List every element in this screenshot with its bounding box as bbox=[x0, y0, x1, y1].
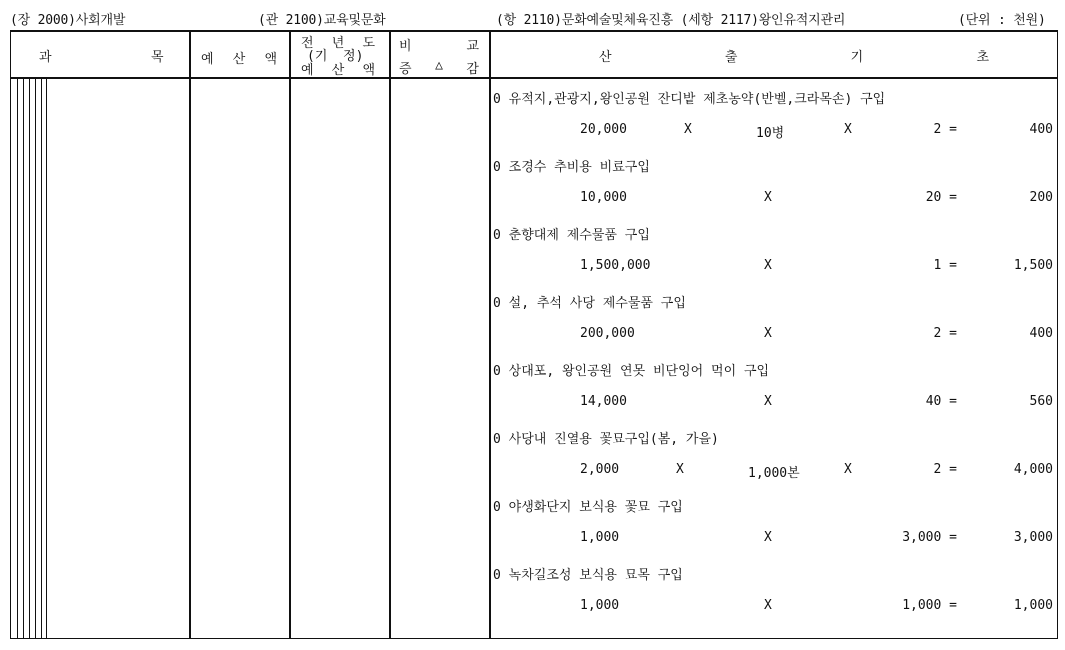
item-unit-price: 10,000 bbox=[580, 190, 627, 205]
item-description: 0 춘향대제 제수물품 구입 bbox=[493, 228, 650, 243]
col-compare-char: △ bbox=[435, 58, 443, 73]
col-divider-4 bbox=[489, 32, 491, 638]
item-description: 0 유적지,관광지,왕인공원 잔디밭 제초농약(반벨,크라목손) 구입 bbox=[493, 92, 886, 107]
item-unit-price: 14,000 bbox=[580, 394, 627, 409]
col-budget-char: 예 bbox=[201, 52, 214, 67]
col-compare-bottom bbox=[399, 58, 479, 77]
item-quantity: X bbox=[764, 598, 772, 613]
col-basis-char: 산 bbox=[599, 50, 612, 65]
col-budget-char: 산 bbox=[232, 52, 246, 67]
col-basis-char: 기 bbox=[850, 50, 864, 65]
item-quantity: 1,000본 bbox=[748, 466, 800, 481]
header-unit: (단위 : 천원) bbox=[958, 13, 1046, 28]
subject-subline-6 bbox=[46, 78, 47, 638]
col-prev-char: 년 bbox=[331, 36, 345, 51]
budget-table bbox=[10, 30, 1058, 639]
col-prev-char: 산 bbox=[331, 63, 345, 78]
col-budget-char: 액 bbox=[264, 52, 277, 67]
item-total: 1,000 bbox=[1013, 598, 1053, 613]
item-description: 0 녹차길조성 보식용 묘목 구입 bbox=[493, 568, 683, 583]
header-divider bbox=[11, 77, 1057, 79]
col-prev-char: 액 bbox=[362, 63, 375, 78]
item-total: 3,000 bbox=[1013, 530, 1053, 545]
col-prev-line2: (기 정) bbox=[307, 49, 364, 64]
item-unit-price: 20,000 bbox=[580, 122, 627, 137]
header-hang: (항 2110)문화예술및체육진흥 (세항 2117)왕인유적지관리 bbox=[496, 13, 846, 28]
col-basis-char: 출 bbox=[724, 50, 738, 65]
item-unit-price: 1,000 bbox=[580, 530, 620, 545]
item-total: 560 bbox=[1029, 394, 1053, 409]
item-unit-price: 1,500,000 bbox=[580, 258, 651, 273]
item-description: 0 상대포, 왕인공원 연못 비단잉어 먹이 구입 bbox=[493, 364, 770, 379]
header-jang: (장 2000)사회개발 bbox=[10, 13, 126, 28]
col-divider-1 bbox=[189, 32, 191, 638]
item-total: 400 bbox=[1029, 326, 1053, 341]
col-basis bbox=[599, 46, 989, 65]
item-quantity: 10병 bbox=[756, 126, 785, 141]
item-total: 4,000 bbox=[1013, 462, 1053, 477]
item-quantity: X bbox=[764, 326, 772, 341]
col-basis-char: 초 bbox=[976, 50, 989, 65]
item-unit-price: 2,000 bbox=[580, 462, 620, 477]
item-total: 200 bbox=[1029, 190, 1053, 205]
col-prev-line3 bbox=[301, 59, 375, 78]
header-gwan: (관 2100)교육및문화 bbox=[258, 13, 386, 28]
item-unit-price: 200,000 bbox=[580, 326, 635, 341]
item-unit-price: 1,000 bbox=[580, 598, 620, 613]
item-multiplier: 20 = bbox=[925, 190, 957, 205]
item-description: 0 사당내 진열용 꽃묘구입(봄, 가을) bbox=[493, 432, 719, 447]
item-multiplier: 1 = bbox=[933, 258, 957, 273]
item-multiply-sign: X bbox=[844, 122, 852, 137]
col-compare-char: 교 bbox=[466, 39, 479, 54]
item-multiplier: 1,000 = bbox=[902, 598, 957, 613]
col-divider-3 bbox=[389, 32, 391, 638]
col-compare-char: 비 bbox=[399, 39, 412, 54]
item-multiplier: 2 = bbox=[933, 326, 957, 341]
item-multiplier: 2 = bbox=[933, 122, 957, 137]
subject-subline-4 bbox=[35, 78, 36, 638]
item-quantity: X bbox=[764, 530, 772, 545]
subject-subline-3 bbox=[29, 78, 30, 638]
item-multiplier: 40 = bbox=[925, 394, 957, 409]
col-compare-char: 증 bbox=[399, 62, 412, 77]
item-multiplier: 2 = bbox=[933, 462, 957, 477]
subject-subline-1 bbox=[17, 78, 18, 638]
item-description: 0 야생화단지 보식용 꽃묘 구입 bbox=[493, 500, 683, 515]
item-description: 0 조경수 추비용 비료구입 bbox=[493, 160, 650, 175]
item-multiply-sign: X bbox=[684, 122, 692, 137]
col-prev-char: 전 bbox=[301, 36, 314, 51]
subject-subline-2 bbox=[23, 78, 24, 638]
item-multiply-sign: X bbox=[676, 462, 684, 477]
col-subject-left: 과 bbox=[39, 50, 52, 65]
col-prev-char: 도 bbox=[362, 36, 375, 51]
col-divider-2 bbox=[289, 32, 291, 638]
col-subject-right: 목 bbox=[151, 50, 164, 65]
col-budget bbox=[201, 48, 277, 67]
item-description: 0 설, 추석 사당 제수물품 구입 bbox=[493, 296, 686, 311]
item-quantity: X bbox=[764, 394, 772, 409]
item-total: 1,500 bbox=[1013, 258, 1053, 273]
col-compare-top bbox=[399, 35, 479, 54]
item-multiply-sign: X bbox=[844, 462, 852, 477]
item-quantity: X bbox=[764, 258, 772, 273]
item-total: 400 bbox=[1029, 122, 1053, 137]
item-quantity: X bbox=[764, 190, 772, 205]
subject-subline-5 bbox=[41, 78, 42, 638]
col-compare-char: 감 bbox=[466, 62, 479, 77]
col-prev-char: 예 bbox=[301, 63, 314, 78]
item-multiplier: 3,000 = bbox=[902, 530, 957, 545]
